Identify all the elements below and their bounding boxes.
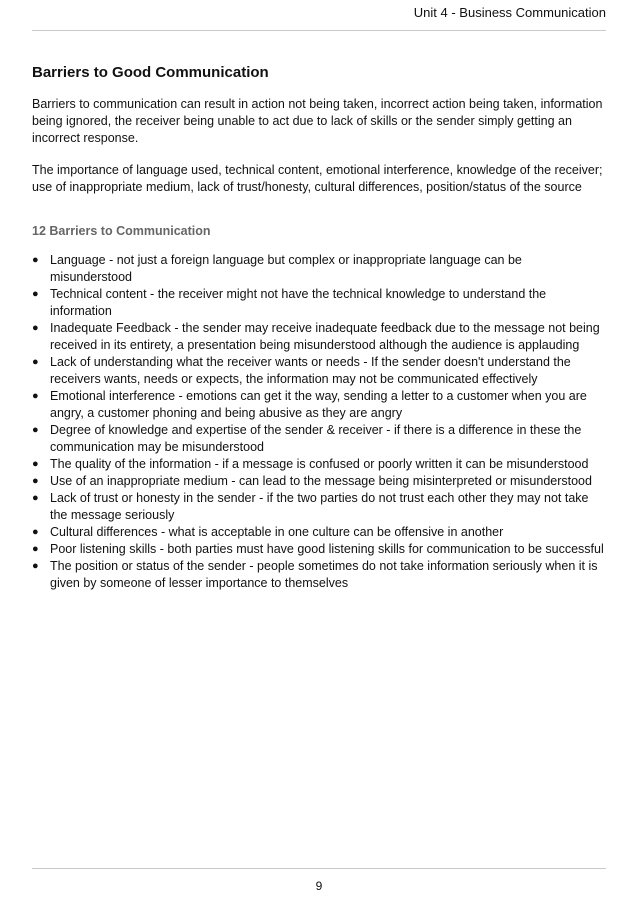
list-item-text: Use of an inappropriate medium - can lead to the message being misinterpreted or misunderstood: [50, 474, 592, 488]
bullet-icon: ●: [32, 254, 39, 266]
list-item-text: Lack of trust or honesty in the sender - if the two parties do not trust each other they may not take the message seriously: [50, 491, 589, 522]
page-header: [32, 0, 606, 31]
list-item-text: The quality of the information - if a message is confused or poorly written it can be misunderstood: [50, 457, 589, 471]
list-item-text: Poor listening skills - both parties must have good listening skills for communication to be successful: [50, 542, 604, 556]
list-item-text: Technical content - the receiver might not have the technical knowledge to understand the information: [50, 287, 547, 318]
list-item-text: Inadequate Feedback - the sender may receive inadequate feedback due to the message not being received in its entirety, a presentation being misunderstood although the audience is applauding: [50, 321, 600, 352]
list-item: [32, 422, 606, 456]
list-item: [32, 541, 606, 558]
barriers-list: [32, 252, 606, 592]
bullet-icon: ●: [32, 526, 39, 538]
document-content: [32, 62, 606, 592]
list-item: [32, 252, 606, 286]
list-item: [32, 558, 606, 592]
importance-paragraph: The importance of language used, technical content, emotional interference, knowledge of the receiver; use of inappropriate medium, lack of trust/honesty, cultural differences, position/status of the source: [32, 163, 603, 194]
list-item: [32, 388, 606, 422]
bullet-icon: ●: [32, 560, 39, 572]
document-title: Barriers to Good Communication: [32, 64, 269, 81]
list-item-text: Language - not just a foreign language but complex or inappropriate language can be misunderstood: [50, 253, 522, 284]
list-item-text: Cultural differences - what is acceptable in one culture can be offensive in another: [50, 525, 504, 539]
list-item-text: Lack of understanding what the receiver wants or needs - If the sender doesn't understand the receivers wants, needs or expects, the information may not be communicated effectively: [50, 355, 571, 386]
list-item-text: The position or status of the sender - people sometimes do not take information seriously when it is given by someone of lesser importance to themselves: [50, 559, 598, 590]
list-item: [32, 320, 606, 354]
bullet-icon: ●: [32, 492, 39, 504]
list-item: [32, 524, 606, 541]
unit-title: Unit 4 - Business Communication: [413, 5, 606, 20]
list-item: [32, 473, 606, 490]
bullet-icon: ●: [32, 288, 39, 300]
bullet-icon: ●: [32, 356, 39, 368]
intro-paragraph: Barriers to communication can result in action not being taken, incorrect action being taken, information being ignored, the receiver being unable to act due to lack of skills or the sender simply getting an incorrect response.: [32, 97, 603, 145]
list-item: [32, 286, 606, 320]
list-item: [32, 354, 606, 388]
bullet-icon: ●: [32, 424, 39, 436]
bullet-icon: ●: [32, 475, 39, 487]
list-item: [32, 456, 606, 473]
page-footer: [32, 868, 606, 893]
list-item-text: Degree of knowledge and expertise of the sender & receiver - if there is a difference in these the communication may be misunderstood: [50, 423, 582, 454]
list-item-text: Emotional interference - emotions can get it the way, sending a letter to a customer when you are angry, a customer phoning and being abusive as they are angry: [50, 389, 587, 420]
page-number: 9: [315, 879, 323, 893]
bullet-icon: ●: [32, 543, 39, 555]
bullet-icon: ●: [32, 390, 39, 402]
list-item: [32, 490, 606, 524]
bullet-icon: ●: [32, 458, 39, 470]
bullet-icon: ●: [32, 322, 39, 334]
section-heading: 12 Barriers to Communication: [32, 224, 211, 238]
